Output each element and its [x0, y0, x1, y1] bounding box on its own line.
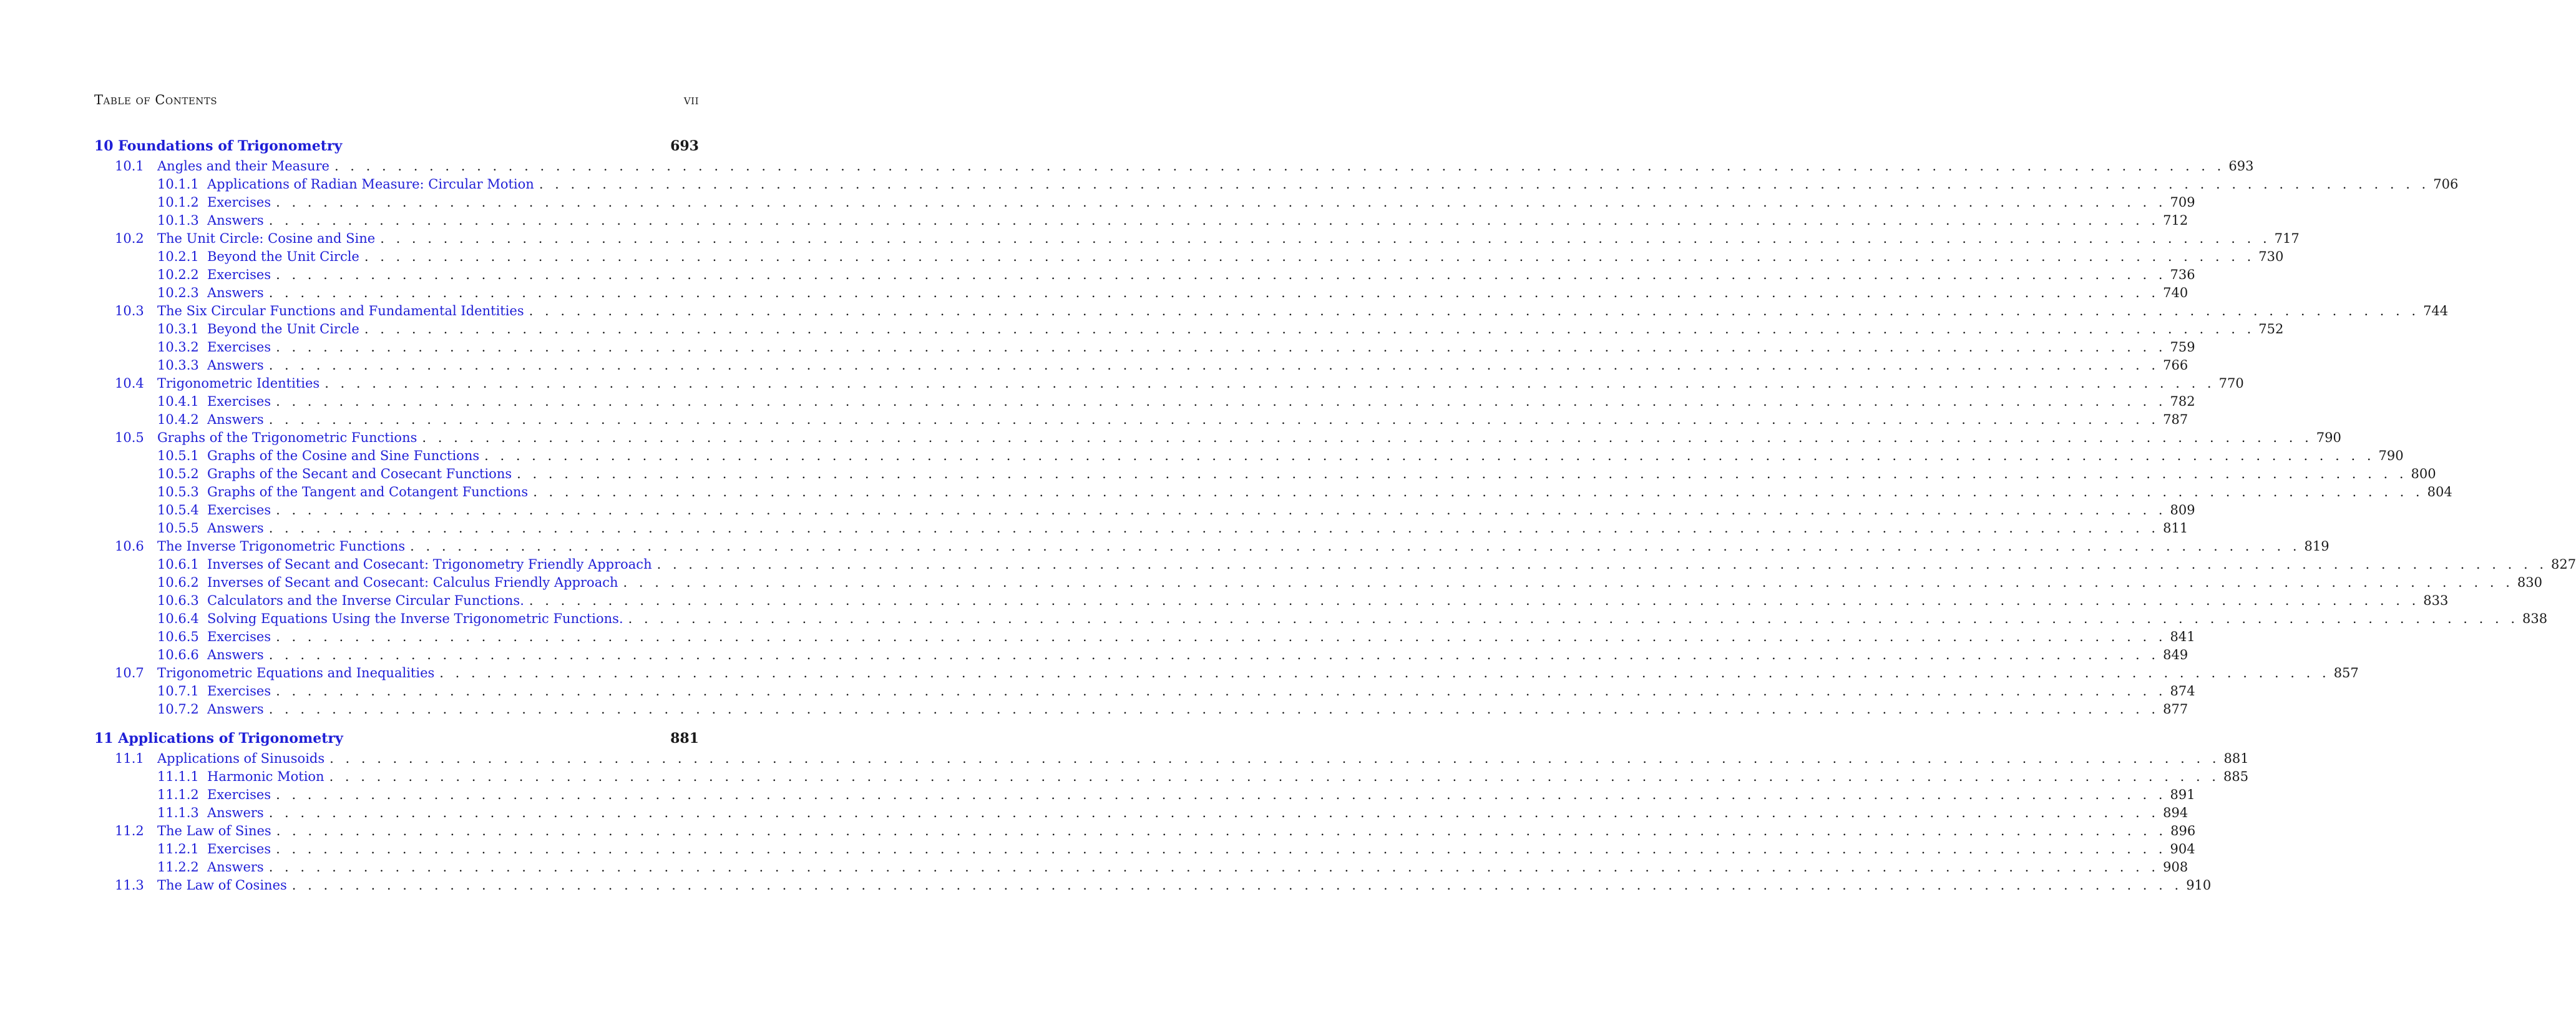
entry-title-link[interactable]: Answers [207, 521, 264, 536]
entry-number-link[interactable]: 10.3.1 [157, 321, 199, 336]
toc-section-row[interactable] [94, 302, 2449, 320]
entry-number-link[interactable]: 10.6 [115, 539, 144, 554]
entry-title-link[interactable]: Beyond the Unit Circle [207, 249, 359, 264]
entry-title-link[interactable]: Exercises [207, 394, 271, 409]
entry-title-link[interactable]: Answers [207, 805, 264, 820]
entry-page-number: 910 [2186, 878, 2212, 893]
dot-leader: . . . . . . . . . . . . . . . . . . . . . . . . . . . . . . . . . . . . . . . . . . . . . . . . . . . . . . . . . . . . . . . . . . . . . . . . . . . . . . . . . . . . . . . . . . . . . . . . . . . . . . . . . . . . . . . . . . . . . . . . [276, 684, 2167, 699]
entry-page-number: 752 [2258, 321, 2284, 336]
entry-number-link[interactable]: 10.4.2 [157, 412, 199, 427]
entry-title-link[interactable]: Beyond the Unit Circle [207, 321, 359, 336]
entry-title-link[interactable]: Angles and their Measure [157, 159, 329, 174]
entry-number-link[interactable]: 10.3 [115, 303, 144, 318]
entry-title-link[interactable]: The Six Circular Functions and Fundamental Identities [157, 303, 524, 318]
toc-subsection-row[interactable] [94, 465, 2436, 483]
dot-leader: . . . . . . . . . . . . . . . . . . . . . . . . . . . . . . . . . . . . . . . . . . . . . . . . . . . . . . . . . . . . . . . . . . . . . . . . . . . . . . . . . . . . . . . . . . . . . . . . . . . . . . . . . . . . . . . . . . . . . . . . [291, 878, 2183, 893]
toc-section-row[interactable] [94, 429, 2341, 447]
entry-page-number: 838 [2522, 611, 2548, 626]
toc-subsection-row[interactable] [94, 610, 2548, 628]
entry-page-number: 736 [2170, 267, 2195, 282]
entry-title-link[interactable]: Exercises [207, 629, 271, 644]
entry-title-link[interactable]: Exercises [207, 841, 271, 856]
chapter-page-number: 693 [670, 138, 699, 154]
entry-number-link[interactable]: 10.5.4 [157, 503, 199, 517]
entry-number-link[interactable]: 10.5 [115, 430, 144, 445]
entry-page-number: 693 [2228, 159, 2254, 174]
entry-page-number: 894 [2163, 805, 2188, 820]
entry-number-link[interactable]: 10.6.1 [157, 557, 199, 572]
entry-number-link[interactable]: 10.4.1 [157, 394, 199, 409]
dot-leader: . . . . . . . . . . . . . . . . . . . . . . . . . . . . . . . . . . . . . . . . . . . . . . . . . . . . . . . . . . . . . . . . . . . . . . . . . . . . . . . . . . . . . . . . . . . . . . . . . . . . . . . . . . . . . . . . . . . . . . . . [268, 521, 2160, 536]
entry-number-link[interactable]: 11.2 [115, 823, 144, 838]
toc-section-row[interactable] [94, 375, 2244, 393]
entry-number-link[interactable]: 10.1 [115, 159, 144, 174]
toc-section-row[interactable] [94, 750, 2249, 768]
entry-page-number: 881 [2223, 751, 2249, 766]
entry-page-number: 787 [2163, 412, 2188, 427]
entry-page-number: 730 [2258, 249, 2284, 264]
toc-subsection-row[interactable] [94, 574, 2543, 592]
dot-leader: . . . . . . . . . . . . . . . . . . . . . . . . . . . . . . . . . . . . . . . . . . . . . . . . . . . . . . . . . . . . . . . . . . . . . . . . . . . . . . . . . . . . . . . . . . . . . . . . . . . . . . . . . . . . . . . . . . . . . . . . [268, 860, 2160, 875]
toc-subsection-row[interactable] [94, 804, 2188, 822]
entry-page-number: 717 [2274, 231, 2300, 246]
toc-chapter-row[interactable] [94, 137, 699, 157]
entry-title-link[interactable]: Harmonic Motion [207, 769, 324, 784]
toc-subsection-row[interactable] [94, 356, 2188, 375]
entry-page-number: 800 [2411, 466, 2436, 481]
chapter-link[interactable]: 11 Applications of Trigonometry [94, 730, 343, 747]
toc-subsection-row[interactable] [94, 786, 2195, 804]
toc-section-row[interactable] [94, 664, 2359, 682]
entry-page-number: 904 [2170, 841, 2195, 856]
entry-title-link[interactable]: The Law of Cosines [157, 878, 287, 893]
dot-leader: . . . . . . . . . . . . . . . . . . . . . . . . . . . . . . . . . . . . . . . . . . . . . . . . . . . . . . . . . . . . . . . . . . . . . . . . . . . . . . . . . . . . . . . . . . . . . . . . . . . . . . . . . . . . . . . . . . . . . . . . [268, 702, 2160, 717]
entry-number-link[interactable]: 10.1.3 [157, 213, 199, 228]
entry-number-link[interactable]: 10.6.4 [157, 611, 199, 626]
dot-leader: . . . . . . . . . . . . . . . . . . . . . . . . . . . . . . . . . . . . . . . . . . . . . . . . . . . . . . . . . . . . . . . . . . . . . . . . . . . . . . . . . . . . . . . . . . . . . . . . . . . . . . . . . . . . . . . . . . . . . . . . [380, 231, 2271, 246]
toc-subsection-row[interactable] [94, 519, 2188, 537]
entry-title-link[interactable]: Graphs of the Trigonometric Functions [157, 430, 417, 445]
dot-leader: . . . . . . . . . . . . . . . . . . . . . . . . . . . . . . . . . . . . . . . . . . . . . . . . . . . . . . . . . . . . . . . . . . . . . . . . . . . . . . . . . . . . . . . . . . . . . . . . . . . . . . . . . . . . . . . . . . . . . . . . [334, 159, 2225, 174]
dot-leader: . . . . . . . . . . . . . . . . . . . . . . . . . . . . . . . . . . . . . . . . . . . . . . . . . . . . . . . . . . . . . . . . . . . . . . . . . . . . . . . . . . . . . . . . . . . . . . . . . . . . . . . . . . . . . . . . . . . . . . . . [364, 249, 2255, 264]
entry-title-link[interactable]: Answers [207, 647, 264, 662]
toc-subsection-row[interactable] [94, 858, 2188, 876]
entry-page-number: 740 [2163, 285, 2188, 300]
dot-leader: . . . . . . . . . . . . . . . . . . . . . . . . . . . . . . . . . . . . . . . . . . . . . . . . . . . . . . . . . . . . . . . . . . . . . . . . . . . . . . . . . . . . . . . . . . . . . . . . . . . . . . . . . . . . . . . . . . . . . . . . [268, 358, 2160, 373]
entry-number-link[interactable]: 10.5.1 [157, 448, 199, 463]
entry-title-link[interactable]: Applications of Sinusoids [157, 751, 325, 766]
entry-title-link[interactable]: Answers [207, 412, 264, 427]
toc-chapter-row[interactable] [94, 730, 699, 750]
entry-number-link[interactable]: 10.7.2 [157, 702, 199, 717]
chapter-spacer [94, 719, 699, 730]
entry-title-link[interactable]: Exercises [207, 267, 271, 282]
toc-subsection-row[interactable] [94, 393, 2195, 411]
dot-leader: . . . . . . . . . . . . . . . . . . . . . . . . . . . . . . . . . . . . . . . . . . . . . . . . . . . . . . . . . . . . . . . . . . . . . . . . . . . . . . . . . . . . . . . . . . . . . . . . . . . . . . . . . . . . . . . . . . . . . . . . [276, 629, 2167, 644]
dot-leader: . . . . . . . . . . . . . . . . . . . . . . . . . . . . . . . . . . . . . . . . . . . . . . . . . . . . . . . . . . . . . . . . . . . . . . . . . . . . . . . . . . . . . . . . . . . . . . . . . . . . . . . . . . . . . . . . . . . . . . . . [276, 267, 2167, 282]
entry-number-link[interactable]: 11.2.1 [157, 841, 199, 856]
entry-page-number: 744 [2423, 303, 2449, 318]
entry-page-number: 782 [2170, 394, 2195, 409]
entry-title-link[interactable]: Answers [207, 702, 264, 717]
toc-subsection-row[interactable] [94, 501, 2195, 519]
entry-title-link[interactable]: Answers [207, 358, 264, 373]
table-of-contents [94, 137, 2576, 895]
entry-page-number: 706 [2433, 177, 2459, 192]
toc-subsection-row[interactable] [94, 646, 2188, 664]
dot-leader: . . . . . . . . . . . . . . . . . . . . . . . . . . . . . . . . . . . . . . . . . . . . . . . . . . . . . . . . . . . . . . . . . . . . . . . . . . . . . . . . . . . . . . . . . . . . . . . . . . . . . . . . . . . . . . . . . . . . . . . . [268, 213, 2160, 228]
toc-subsection-row[interactable] [94, 840, 2195, 858]
entry-title-link[interactable]: Exercises [207, 195, 271, 210]
toc-section-row[interactable] [94, 537, 2330, 556]
toc-subsection-row[interactable] [94, 483, 2452, 501]
toc-section-row[interactable] [94, 230, 2300, 248]
chapter-page-number: 881 [670, 730, 699, 747]
entry-page-number: 712 [2163, 213, 2188, 228]
dot-leader: . . . . . . . . . . . . . . . . . . . . . . . . . . . . . . . . . . . . . . . . . . . . . . . . . . . . . . . . . . . . . . . . . . . . . . . . . . . . . . . . . . . . . . . . . . . . . . . . . . . . . . . . . . . . . . . . . . . . . . . . [276, 394, 2167, 409]
entry-title-link[interactable]: Exercises [207, 787, 271, 802]
dot-leader: . . . . . . . . . . . . . . . . . . . . . . . . . . . . . . . . . . . . . . . . . . . . . . . . . . . . . . . . . . . . . . . . . . . . . . . . . . . . . . . . . . . . . . . . . . . . . . . . . . . . . . . . . . . . . . . . . . . . . . . . [276, 195, 2167, 210]
entry-title-link[interactable]: Solving Equations Using the Inverse Trigonometric Functions. [207, 611, 623, 626]
entry-number-link[interactable]: 10.5.2 [157, 466, 199, 481]
dot-leader: . . . . . . . . . . . . . . . . . . . . . . . . . . . . . . . . . . . . . . . . . . . . . . . . . . . . . . . . . . . . . . . . . . . . . . . . . . . . . . . . . . . . . . . . . . . . . . . . . . . . . . . . . . . . . . . . . . . . . . . . [276, 340, 2167, 355]
entry-number-link[interactable]: 10.1.1 [157, 177, 199, 192]
dot-leader: . . . . . . . . . . . . . . . . . . . . . . . . . . . . . . . . . . . . . . . . . . . . . . . . . . . . . . . . . . . . . . . . . . . . . . . . . . . . . . . . . . . . . . . . . . . . . . . . . . . . . . . . . . . . . . . . . . . . . . . . [539, 177, 2430, 192]
entry-title-link[interactable]: Exercises [207, 684, 271, 699]
entry-number-link[interactable]: 10.6.5 [157, 629, 199, 644]
entry-title-link[interactable]: Exercises [207, 503, 271, 517]
toc-subsection-row[interactable] [94, 248, 2284, 266]
entry-title-link[interactable]: The Law of Sines [157, 823, 271, 838]
dot-leader: . . . . . . . . . . . . . . . . . . . . . . . . . . . . . . . . . . . . . . . . . . . . . . . . . . . . . . . . . . . . . . . . . . . . . . . . . . . . . . . . . . . . . . . . . . . . . . . . . . . . . . . . . . . . . . . . . . . . . . . . [364, 321, 2255, 336]
entry-page-number: 896 [2170, 823, 2196, 838]
entry-number-link[interactable]: 11.2.2 [157, 860, 199, 875]
entry-number-link[interactable]: 10.5.5 [157, 521, 199, 536]
entry-page-number: 827 [2551, 557, 2576, 572]
dot-leader: . . . . . . . . . . . . . . . . . . . . . . . . . . . . . . . . . . . . . . . . . . . . . . . . . . . . . . . . . . . . . . . . . . . . . . . . . . . . . . . . . . . . . . . . . . . . . . . . . . . . . . . . . . . . . . . . . . . . . . . . [268, 805, 2160, 820]
toc-subsection-row[interactable] [94, 556, 2576, 574]
entry-page-number: 874 [2170, 684, 2195, 699]
entry-page-number: 877 [2163, 702, 2188, 717]
entry-page-number: 766 [2163, 358, 2188, 373]
running-header [94, 92, 699, 107]
dot-leader: . . . . . . . . . . . . . . . . . . . . . . . . . . . . . . . . . . . . . . . . . . . . . . . . . . . . . . . . . . . . . . . . . . . . . . . . . . . . . . . . . . . . . . . . . . . . . . . . . . . . . . . . . . . . . . . . . . . . . . . . [276, 787, 2167, 802]
toc-subsection-row[interactable] [94, 768, 2249, 786]
header-page-number: vii [683, 92, 699, 107]
entry-number-link[interactable]: 10.4 [115, 376, 144, 391]
entry-page-number: 804 [2427, 484, 2452, 499]
entry-title-link[interactable]: Exercises [207, 340, 271, 355]
entry-number-link[interactable]: 11.1.3 [157, 805, 199, 820]
toc-section-row[interactable] [94, 157, 2254, 175]
dot-leader: . . . . . . . . . . . . . . . . . . . . . . . . . . . . . . . . . . . . . . . . . . . . . . . . . . . . . . . . . . . . . . . . . . . . . . . . . . . . . . . . . . . . . . . . . . . . . . . . . . . . . . . . . . . . . . . . . . . . . . . . [329, 769, 2220, 784]
toc-subsection-row[interactable] [94, 266, 2195, 284]
entry-page-number: 709 [2170, 195, 2195, 210]
entry-number-link[interactable]: 10.6.6 [157, 647, 199, 662]
toc-subsection-row[interactable] [94, 447, 2404, 465]
entry-number-link[interactable]: 10.6.3 [157, 593, 199, 608]
entry-title-link[interactable]: Answers [207, 860, 264, 875]
dot-leader: . . . . . . . . . . . . . . . . . . . . . . . . . . . . . . . . . . . . . . . . . . . . . . . . . . . . . . . . . . . . . . . . . . . . . . . . . . . . . . . . . . . . . . . . . . . . . . . . . . . . . . . . . . . . . . . . . . . . . . . . [656, 557, 2548, 572]
entry-page-number: 857 [2333, 665, 2359, 680]
entry-title-link[interactable]: Answers [207, 285, 264, 300]
entry-title-link[interactable]: Trigonometric Equations and Inequalities [157, 665, 435, 680]
entry-number-link[interactable]: 10.3.3 [157, 358, 199, 373]
entry-number-link[interactable]: 10.1.2 [157, 195, 199, 210]
entry-number-link[interactable]: 11.3 [115, 878, 144, 893]
entry-title-link[interactable]: Inverses of Secant and Cosecant: Calculus Friendly Approach [207, 575, 618, 590]
dot-leader: . . . . . . . . . . . . . . . . . . . . . . . . . . . . . . . . . . . . . . . . . . . . . . . . . . . . . . . . . . . . . . . . . . . . . . . . . . . . . . . . . . . . . . . . . . . . . . . . . . . . . . . . . . . . . . . . . . . . . . . . [268, 412, 2160, 427]
dot-leader: . . . . . . . . . . . . . . . . . . . . . . . . . . . . . . . . . . . . . . . . . . . . . . . . . . . . . . . . . . . . . . . . . . . . . . . . . . . . . . . . . . . . . . . . . . . . . . . . . . . . . . . . . . . . . . . . . . . . . . . . [268, 647, 2160, 662]
toc-subsection-row[interactable] [94, 411, 2188, 429]
entry-number-link[interactable]: 10.2.3 [157, 285, 199, 300]
entry-title-link[interactable]: The Inverse Trigonometric Functions [157, 539, 406, 554]
entry-title-link[interactable]: Inverses of Secant and Cosecant: Trigonometry Friendly Approach [207, 557, 652, 572]
entry-title-link[interactable]: The Unit Circle: Cosine and Sine [157, 231, 376, 246]
entry-title-link[interactable]: Trigonometric Identities [157, 376, 320, 391]
dot-leader: . . . . . . . . . . . . . . . . . . . . . . . . . . . . . . . . . . . . . . . . . . . . . . . . . . . . . . . . . . . . . . . . . . . . . . . . . . . . . . . . . . . . . . . . . . . . . . . . . . . . . . . . . . . . . . . . . . . . . . . . [529, 593, 2420, 608]
dot-leader: . . . . . . . . . . . . . . . . . . . . . . . . . . . . . . . . . . . . . . . . . . . . . . . . . . . . . . . . . . . . . . . . . . . . . . . . . . . . . . . . . . . . . . . . . . . . . . . . . . . . . . . . . . . . . . . . . . . . . . . . [324, 376, 2215, 391]
entry-number-link[interactable]: 10.7.1 [157, 684, 199, 699]
entry-page-number: 809 [2170, 503, 2195, 517]
entry-page-number: 770 [2218, 376, 2244, 391]
dot-leader: . . . . . . . . . . . . . . . . . . . . . . . . . . . . . . . . . . . . . . . . . . . . . . . . . . . . . . . . . . . . . . . . . . . . . . . . . . . . . . . . . . . . . . . . . . . . . . . . . . . . . . . . . . . . . . . . . . . . . . . . [410, 539, 2301, 554]
entry-page-number: 830 [2517, 575, 2543, 590]
entry-page-number: 759 [2170, 340, 2195, 355]
toc-subsection-row[interactable] [94, 682, 2195, 700]
entry-title-link[interactable]: Applications of Radian Measure: Circular Motion [207, 177, 534, 192]
entry-page-number: 841 [2170, 629, 2195, 644]
entry-title-link[interactable]: Graphs of the Cosine and Sine Functions [207, 448, 480, 463]
toc-section-row[interactable] [94, 876, 2212, 895]
toc-subsection-row[interactable] [94, 628, 2195, 646]
toc-subsection-row[interactable] [94, 212, 2188, 230]
entry-number-link[interactable]: 11.1.1 [157, 769, 199, 784]
toc-subsection-row[interactable] [94, 700, 2188, 719]
entry-page-number: 811 [2163, 521, 2188, 536]
entry-page-number: 790 [2316, 430, 2341, 445]
dot-leader: . . . . . . . . . . . . . . . . . . . . . . . . . . . . . . . . . . . . . . . . . . . . . . . . . . . . . . . . . . . . . . . . . . . . . . . . . . . . . . . . . . . . . . . . . . . . . . . . . . . . . . . . . . . . . . . . . . . . . . . . [276, 841, 2167, 856]
entry-number-link[interactable]: 10.6.2 [157, 575, 199, 590]
dot-leader: . . . . . . . . . . . . . . . . . . . . . . . . . . . . . . . . . . . . . . . . . . . . . . . . . . . . . . . . . . . . . . . . . . . . . . . . . . . . . . . . . . . . . . . . . . . . . . . . . . . . . . . . . . . . . . . . . . . . . . . . [422, 430, 2313, 445]
entry-title-link[interactable]: Answers [207, 213, 264, 228]
entry-page-number: 891 [2170, 787, 2195, 802]
dot-leader: . . . . . . . . . . . . . . . . . . . . . . . . . . . . . . . . . . . . . . . . . . . . . . . . . . . . . . . . . . . . . . . . . . . . . . . . . . . . . . . . . . . . . . . . . . . . . . . . . . . . . . . . . . . . . . . . . . . . . . . . [628, 611, 2519, 626]
entry-page-number: 849 [2163, 647, 2188, 662]
dot-leader: . . . . . . . . . . . . . . . . . . . . . . . . . . . . . . . . . . . . . . . . . . . . . . . . . . . . . . . . . . . . . . . . . . . . . . . . . . . . . . . . . . . . . . . . . . . . . . . . . . . . . . . . . . . . . . . . . . . . . . . . [529, 303, 2420, 318]
entry-title-link[interactable]: Calculators and the Inverse Circular Functions. [207, 593, 524, 608]
header-title: Table of Contents [94, 92, 218, 107]
entry-number-link[interactable]: 10.2 [115, 231, 144, 246]
chapter-link[interactable]: 10 Foundations of Trigonometry [94, 138, 343, 154]
entry-number-link[interactable]: 10.2.1 [157, 249, 199, 264]
dot-leader: . . . . . . . . . . . . . . . . . . . . . . . . . . . . . . . . . . . . . . . . . . . . . . . . . . . . . . . . . . . . . . . . . . . . . . . . . . . . . . . . . . . . . . . . . . . . . . . . . . . . . . . . . . . . . . . . . . . . . . . . [517, 466, 2408, 481]
toc-subsection-row[interactable] [94, 338, 2195, 356]
dot-leader: . . . . . . . . . . . . . . . . . . . . . . . . . . . . . . . . . . . . . . . . . . . . . . . . . . . . . . . . . . . . . . . . . . . . . . . . . . . . . . . . . . . . . . . . . . . . . . . . . . . . . . . . . . . . . . . . . . . . . . . . [484, 448, 2375, 463]
toc-section-row[interactable] [94, 822, 2196, 840]
entry-page-number: 908 [2163, 860, 2188, 875]
dot-leader: . . . . . . . . . . . . . . . . . . . . . . . . . . . . . . . . . . . . . . . . . . . . . . . . . . . . . . . . . . . . . . . . . . . . . . . . . . . . . . . . . . . . . . . . . . . . . . . . . . . . . . . . . . . . . . . . . . . . . . . . [276, 823, 2167, 838]
toc-subsection-row[interactable] [94, 284, 2188, 302]
dot-leader: . . . . . . . . . . . . . . . . . . . . . . . . . . . . . . . . . . . . . . . . . . . . . . . . . . . . . . . . . . . . . . . . . . . . . . . . . . . . . . . . . . . . . . . . . . . . . . . . . . . . . . . . . . . . . . . . . . . . . . . . [329, 751, 2220, 766]
entry-number-link[interactable]: 10.7 [115, 665, 144, 680]
toc-subsection-row[interactable] [94, 320, 2284, 338]
entry-number-link[interactable]: 10.2.2 [157, 267, 199, 282]
entry-page-number: 885 [2223, 769, 2249, 784]
entry-page-number: 833 [2423, 593, 2449, 608]
entry-title-link[interactable]: Graphs of the Tangent and Cotangent Functions [207, 484, 529, 499]
entry-page-number: 790 [2378, 448, 2404, 463]
entry-number-link[interactable]: 10.5.3 [157, 484, 199, 499]
toc-subsection-row[interactable] [94, 194, 2195, 212]
entry-page-number: 819 [2304, 539, 2330, 554]
dot-leader: . . . . . . . . . . . . . . . . . . . . . . . . . . . . . . . . . . . . . . . . . . . . . . . . . . . . . . . . . . . . . . . . . . . . . . . . . . . . . . . . . . . . . . . . . . . . . . . . . . . . . . . . . . . . . . . . . . . . . . . . [439, 665, 2330, 680]
entry-number-link[interactable]: 10.3.2 [157, 340, 199, 355]
toc-subsection-row[interactable] [94, 175, 2459, 194]
dot-leader: . . . . . . . . . . . . . . . . . . . . . . . . . . . . . . . . . . . . . . . . . . . . . . . . . . . . . . . . . . . . . . . . . . . . . . . . . . . . . . . . . . . . . . . . . . . . . . . . . . . . . . . . . . . . . . . . . . . . . . . . [268, 285, 2160, 300]
toc-subsection-row[interactable] [94, 592, 2449, 610]
dot-leader: . . . . . . . . . . . . . . . . . . . . . . . . . . . . . . . . . . . . . . . . . . . . . . . . . . . . . . . . . . . . . . . . . . . . . . . . . . . . . . . . . . . . . . . . . . . . . . . . . . . . . . . . . . . . . . . . . . . . . . . . [623, 575, 2514, 590]
entry-title-link[interactable]: Graphs of the Secant and Cosecant Functions [207, 466, 512, 481]
dot-leader: . . . . . . . . . . . . . . . . . . . . . . . . . . . . . . . . . . . . . . . . . . . . . . . . . . . . . . . . . . . . . . . . . . . . . . . . . . . . . . . . . . . . . . . . . . . . . . . . . . . . . . . . . . . . . . . . . . . . . . . . [533, 484, 2424, 499]
dot-leader: . . . . . . . . . . . . . . . . . . . . . . . . . . . . . . . . . . . . . . . . . . . . . . . . . . . . . . . . . . . . . . . . . . . . . . . . . . . . . . . . . . . . . . . . . . . . . . . . . . . . . . . . . . . . . . . . . . . . . . . . [276, 503, 2167, 517]
entry-number-link[interactable]: 11.1.2 [157, 787, 199, 802]
entry-number-link[interactable]: 11.1 [115, 751, 144, 766]
